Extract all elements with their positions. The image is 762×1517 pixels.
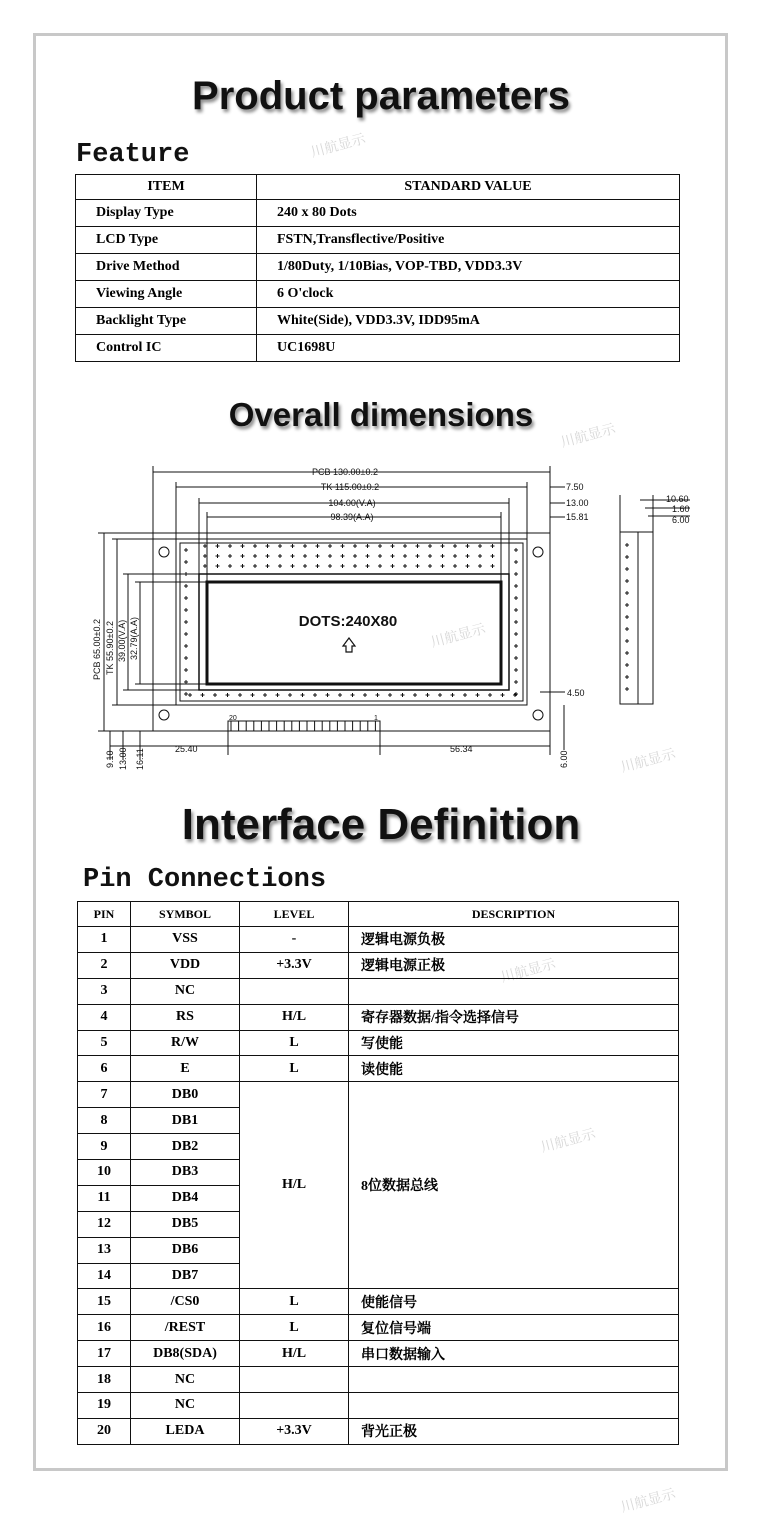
segment-dot (466, 564, 470, 568)
segment-dot (366, 564, 370, 568)
pin-number: 3 (78, 978, 131, 1004)
pcb-height-label: PCB 65.00±0.2 (92, 619, 102, 680)
segment-dot (241, 564, 245, 568)
segment-dot (391, 554, 395, 558)
segment-dot (253, 554, 257, 558)
pin-description: 复位信号端 (349, 1315, 679, 1341)
segment-dot (251, 693, 255, 697)
segment-dot (228, 554, 232, 558)
tk-height-label: TK 55.90±0.2 (105, 621, 115, 675)
table-row (76, 227, 680, 254)
segment-dot (378, 564, 382, 568)
segment-dot (266, 554, 270, 558)
segment-dot (303, 554, 307, 558)
segment-dot (514, 632, 518, 636)
watermark: 川航显示 (619, 1485, 678, 1516)
segment-dot (625, 603, 629, 607)
segment-dot (501, 693, 505, 697)
pin-symbol: NC (131, 1367, 240, 1393)
segment-dot (266, 544, 270, 548)
pin-number: 7 (78, 1082, 131, 1108)
segment-dot (253, 544, 257, 548)
segment-dot (478, 544, 482, 548)
feature-value: 1/80Duty, 1/10Bias, VOP-TBD, VDD3.3V (257, 254, 680, 281)
segment-dot (428, 544, 432, 548)
feature-item: Display Type (76, 200, 257, 227)
table-row (78, 1367, 679, 1393)
pin-number: 16 (78, 1315, 131, 1341)
table-header: DESCRIPTION (349, 902, 679, 927)
segment-dot (313, 693, 317, 697)
segment-dot (514, 572, 518, 576)
pin-number: 20 (78, 1418, 131, 1444)
segment-dot (514, 668, 518, 672)
segment-dot (184, 548, 188, 552)
segment-dot (625, 543, 629, 547)
arrow-up-icon (343, 638, 355, 652)
segment-dot (463, 693, 467, 697)
pin-level: H/L (240, 1004, 349, 1030)
segment-dot (453, 564, 457, 568)
pin-symbol: /CS0 (131, 1289, 240, 1315)
feature-heading: Feature (76, 140, 190, 170)
feature-item: Drive Method (76, 254, 257, 281)
pin-level (240, 1393, 349, 1419)
feature-table (75, 174, 680, 362)
segment-dot (428, 564, 432, 568)
segment-dot (291, 544, 295, 548)
segment-dot (184, 680, 188, 684)
segment-dot (625, 567, 629, 571)
segment-dot (201, 693, 205, 697)
dimensions-title: Overall dimensions (228, 396, 534, 433)
pin-description (349, 1393, 679, 1419)
dim-label: 9.10 (105, 750, 115, 768)
pin-number: 9 (78, 1134, 131, 1160)
feature-item: Control IC (76, 335, 257, 362)
pin-symbol: RS (131, 1004, 240, 1030)
segment-dot (453, 544, 457, 548)
segment-dot (213, 693, 217, 697)
segment-dot (514, 596, 518, 600)
dots-label: DOTS:240X80 (298, 613, 398, 630)
pin-symbol: DB6 (131, 1237, 240, 1263)
segment-dot (453, 554, 457, 558)
aa-height-label: 32.79(A.A) (129, 616, 139, 660)
table-row (78, 1393, 679, 1419)
feature-value: 6 O'clock (257, 281, 680, 308)
segment-dot (514, 608, 518, 612)
segment-dot (288, 693, 292, 697)
segment-dot (478, 564, 482, 568)
pin-level: +3.3V (240, 952, 349, 978)
segment-dot (514, 656, 518, 660)
pin-number: 1 (78, 927, 131, 953)
pin-symbol: VSS (131, 927, 240, 953)
segment-dot (403, 544, 407, 548)
dim-label: 4.50 (567, 688, 585, 698)
pin-level: H/L (240, 1341, 349, 1367)
pin-symbol: R/W (131, 1030, 240, 1056)
active-area (207, 582, 501, 684)
pin-symbol: DB1 (131, 1108, 240, 1134)
segment-dot (184, 620, 188, 624)
view-area (199, 574, 509, 690)
segment-dot (466, 554, 470, 558)
segment-dot (184, 596, 188, 600)
segment-dot (303, 564, 307, 568)
segment-dot (188, 693, 192, 697)
segment-dot (353, 564, 357, 568)
segment-dot (391, 564, 395, 568)
segment-dot (625, 615, 629, 619)
segment-dot (413, 693, 417, 697)
segment-dot (184, 584, 188, 588)
pin-number: 2 (78, 952, 131, 978)
segment-dot (441, 544, 445, 548)
segment-dot (416, 554, 420, 558)
segment-dot (366, 544, 370, 548)
table-row (76, 175, 680, 200)
segment-dot (184, 632, 188, 636)
pin-symbol: DB2 (131, 1134, 240, 1160)
pin-number: 13 (78, 1237, 131, 1263)
tk-width-label: TK 115.00±0.2 (320, 482, 380, 492)
segment-dot (625, 627, 629, 631)
watermark: 川航显示 (619, 745, 678, 776)
mount-hole (533, 710, 543, 720)
dim-label: 25.40 (175, 744, 198, 754)
segment-dot (491, 564, 495, 568)
segment-dot (184, 560, 188, 564)
segment-dot (438, 693, 442, 697)
segment-dot (466, 544, 470, 548)
dim-label: 15.81 (566, 512, 589, 522)
va-height-label: 39.00(V.A) (117, 619, 127, 662)
pin-description: 使能信号 (349, 1289, 679, 1315)
segment-dot (426, 693, 430, 697)
table-row (76, 254, 680, 281)
pin-description: 读使能 (349, 1056, 679, 1082)
segment-dot (391, 544, 395, 548)
segment-dot (266, 564, 270, 568)
segment-dot (441, 554, 445, 558)
table-row (78, 1341, 679, 1367)
segment-dot (328, 544, 332, 548)
dim-label: 10.60 (666, 494, 689, 504)
segment-dot (184, 608, 188, 612)
pin-number: 5 (78, 1030, 131, 1056)
segment-dot (184, 572, 188, 576)
pin-level: L (240, 1289, 349, 1315)
segment-dot (263, 693, 267, 697)
feature-item: Viewing Angle (76, 281, 257, 308)
pin-symbol: VDD (131, 952, 240, 978)
segment-dot (476, 693, 480, 697)
segment-dot (216, 564, 220, 568)
pin-number: 14 (78, 1263, 131, 1289)
segment-dot (514, 584, 518, 588)
segment-dot (416, 544, 420, 548)
watermark: 川航显示 (539, 1125, 598, 1156)
segment-dot (363, 693, 367, 697)
segment-dot (378, 554, 382, 558)
pin-last-label: 1 (374, 715, 378, 722)
segment-dot (278, 564, 282, 568)
segment-dot (278, 544, 282, 548)
segment-dot (341, 544, 345, 548)
segment-dot (326, 693, 330, 697)
pin-description: 8位数据总线 (349, 1082, 679, 1289)
segment-dot (403, 554, 407, 558)
segment-dot (226, 693, 230, 697)
segment-dot (378, 544, 382, 548)
segment-dot (276, 693, 280, 697)
pin-first-label: 20 (229, 715, 237, 722)
dim-label: 16.11 (135, 748, 145, 770)
segment-dot (316, 564, 320, 568)
pin-level: L (240, 1030, 349, 1056)
segment-dot (514, 680, 518, 684)
dim-label: 6.00 (559, 750, 569, 768)
feature-value: UC1698U (257, 335, 680, 362)
segment-dot (403, 564, 407, 568)
segment-dot (341, 554, 345, 558)
segment-dot (388, 693, 392, 697)
pin-symbol: DB8(SDA) (131, 1341, 240, 1367)
segment-dot (625, 555, 629, 559)
segment-dot (625, 651, 629, 655)
table-row (76, 200, 680, 227)
pin-number: 11 (78, 1185, 131, 1211)
segment-dot (353, 554, 357, 558)
feature-item: LCD Type (76, 227, 257, 254)
mount-hole (159, 547, 169, 557)
table-header: STANDARD VALUE (257, 175, 680, 200)
pin-symbol: DB3 (131, 1160, 240, 1186)
segment-dot (353, 544, 357, 548)
segment-dot (278, 554, 282, 558)
segment-dot (625, 675, 629, 679)
table-row (78, 1030, 679, 1056)
segment-dot (228, 564, 232, 568)
dim-label: 6.00 (672, 515, 690, 525)
pin-level: +3.3V (240, 1418, 349, 1444)
segment-dot (253, 564, 257, 568)
pin-description (349, 1367, 679, 1393)
watermark: 川航显示 (499, 955, 558, 986)
segment-dot (184, 692, 188, 696)
page-title: Product parameters (192, 74, 570, 118)
pin-description (349, 978, 679, 1004)
feature-value: FSTN,Transflective/Positive (257, 227, 680, 254)
segment-dot (228, 544, 232, 548)
segment-dot (428, 554, 432, 558)
segment-dot (514, 560, 518, 564)
segment-dot (291, 554, 295, 558)
pin-level: H/L (240, 1082, 349, 1289)
side-view-module (620, 532, 638, 704)
segment-dot (451, 693, 455, 697)
segment-dot (514, 644, 518, 648)
segment-dot (241, 544, 245, 548)
segment-dot (366, 554, 370, 558)
pin-symbol: NC (131, 1393, 240, 1419)
feature-value: 240 x 80 Dots (257, 200, 680, 227)
segment-dot (184, 644, 188, 648)
pin-symbol: NC (131, 978, 240, 1004)
segment-dot (441, 564, 445, 568)
dim-label: 13.00 (566, 498, 589, 508)
dimension-drawing (0, 450, 762, 780)
segment-dot (301, 693, 305, 697)
table-row (78, 1289, 679, 1315)
pin-number: 4 (78, 1004, 131, 1030)
table-header: ITEM (76, 175, 257, 200)
pin-symbol: DB4 (131, 1185, 240, 1211)
pin-number: 15 (78, 1289, 131, 1315)
pin-number: 6 (78, 1056, 131, 1082)
segment-dot (328, 564, 332, 568)
segment-dot (478, 554, 482, 558)
table-row (78, 1418, 679, 1444)
pin-description: 写使能 (349, 1030, 679, 1056)
table-header: PIN (78, 902, 131, 927)
segment-dot (625, 579, 629, 583)
dim-label: 56.34 (450, 744, 473, 754)
segment-dot (216, 544, 220, 548)
feature-item: Backlight Type (76, 308, 257, 335)
segment-dot (514, 548, 518, 552)
mount-hole (159, 710, 169, 720)
pin-number: 19 (78, 1393, 131, 1419)
pin-symbol: DB7 (131, 1263, 240, 1289)
segment-dot (203, 544, 207, 548)
dim-label: 7.50 (566, 482, 584, 492)
segment-dot (625, 639, 629, 643)
pin-level (240, 978, 349, 1004)
pin-level: L (240, 1315, 349, 1341)
table-row (78, 1004, 679, 1030)
pin-number: 17 (78, 1341, 131, 1367)
segment-dot (488, 693, 492, 697)
segment-dot (351, 693, 355, 697)
table-row (76, 308, 680, 335)
table-row (76, 281, 680, 308)
segment-dot (338, 693, 342, 697)
table-row (78, 902, 679, 927)
pin-symbol: DB5 (131, 1211, 240, 1237)
pin-description: 背光正极 (349, 1418, 679, 1444)
pin-description: 逻辑电源负极 (349, 927, 679, 953)
table-row (78, 1315, 679, 1341)
segment-dot (203, 554, 207, 558)
segment-dot (328, 554, 332, 558)
dim-label: 1.60 (672, 504, 690, 514)
segment-dot (401, 693, 405, 697)
table-row (76, 335, 680, 362)
table-row (78, 927, 679, 953)
pin-symbol: DB0 (131, 1082, 240, 1108)
segment-dot (491, 544, 495, 548)
pin-description: 串口数据输入 (349, 1341, 679, 1367)
table-row (78, 952, 679, 978)
segment-dot (184, 668, 188, 672)
pcb-width-label: PCB 130.00±0.2 (312, 467, 378, 477)
pin-level: - (240, 927, 349, 953)
segment-dot (316, 554, 320, 558)
watermark: 川航显示 (559, 420, 618, 451)
segment-dot (376, 693, 380, 697)
segment-dot (491, 554, 495, 558)
pin-number: 8 (78, 1108, 131, 1134)
segment-dot (303, 544, 307, 548)
segment-dot (625, 663, 629, 667)
segment-dot (341, 564, 345, 568)
segment-dot (241, 554, 245, 558)
pin-description: 逻辑电源正极 (349, 952, 679, 978)
watermark: 川航显示 (429, 620, 488, 651)
segment-dot (203, 564, 207, 568)
segment-dot (625, 591, 629, 595)
pins-heading: Pin Connections (83, 865, 327, 895)
watermark: 川航显示 (309, 130, 368, 161)
segment-dot (184, 656, 188, 660)
interface-title: Interface Definition (181, 800, 581, 849)
pin-symbol: LEDA (131, 1418, 240, 1444)
pin-number: 10 (78, 1160, 131, 1186)
segment-dot (238, 693, 242, 697)
pin-description: 寄存器数据/指令选择信号 (349, 1004, 679, 1030)
table-row (78, 978, 679, 1004)
aa-width-label: 98.39(A.A) (330, 512, 374, 522)
pin-symbol: /REST (131, 1315, 240, 1341)
va-width-label: 104.00(V.A) (328, 498, 376, 508)
table-header: LEVEL (240, 902, 349, 927)
segment-dot (316, 544, 320, 548)
segment-dot (625, 687, 629, 691)
pin-level: L (240, 1056, 349, 1082)
pin-table (77, 901, 679, 1445)
pin-symbol: E (131, 1056, 240, 1082)
table-row (78, 1082, 679, 1108)
segment-dot (416, 564, 420, 568)
segment-dot (216, 554, 220, 558)
mount-hole (533, 547, 543, 557)
dim-label: 13.00 (118, 747, 128, 770)
pin-number: 18 (78, 1367, 131, 1393)
table-header: SYMBOL (131, 902, 240, 927)
table-row (78, 1056, 679, 1082)
pin-number: 12 (78, 1211, 131, 1237)
feature-value: White(Side), VDD3.3V, IDD95mA (257, 308, 680, 335)
pin-level (240, 1367, 349, 1393)
segment-dot (291, 564, 295, 568)
segment-dot (514, 620, 518, 624)
